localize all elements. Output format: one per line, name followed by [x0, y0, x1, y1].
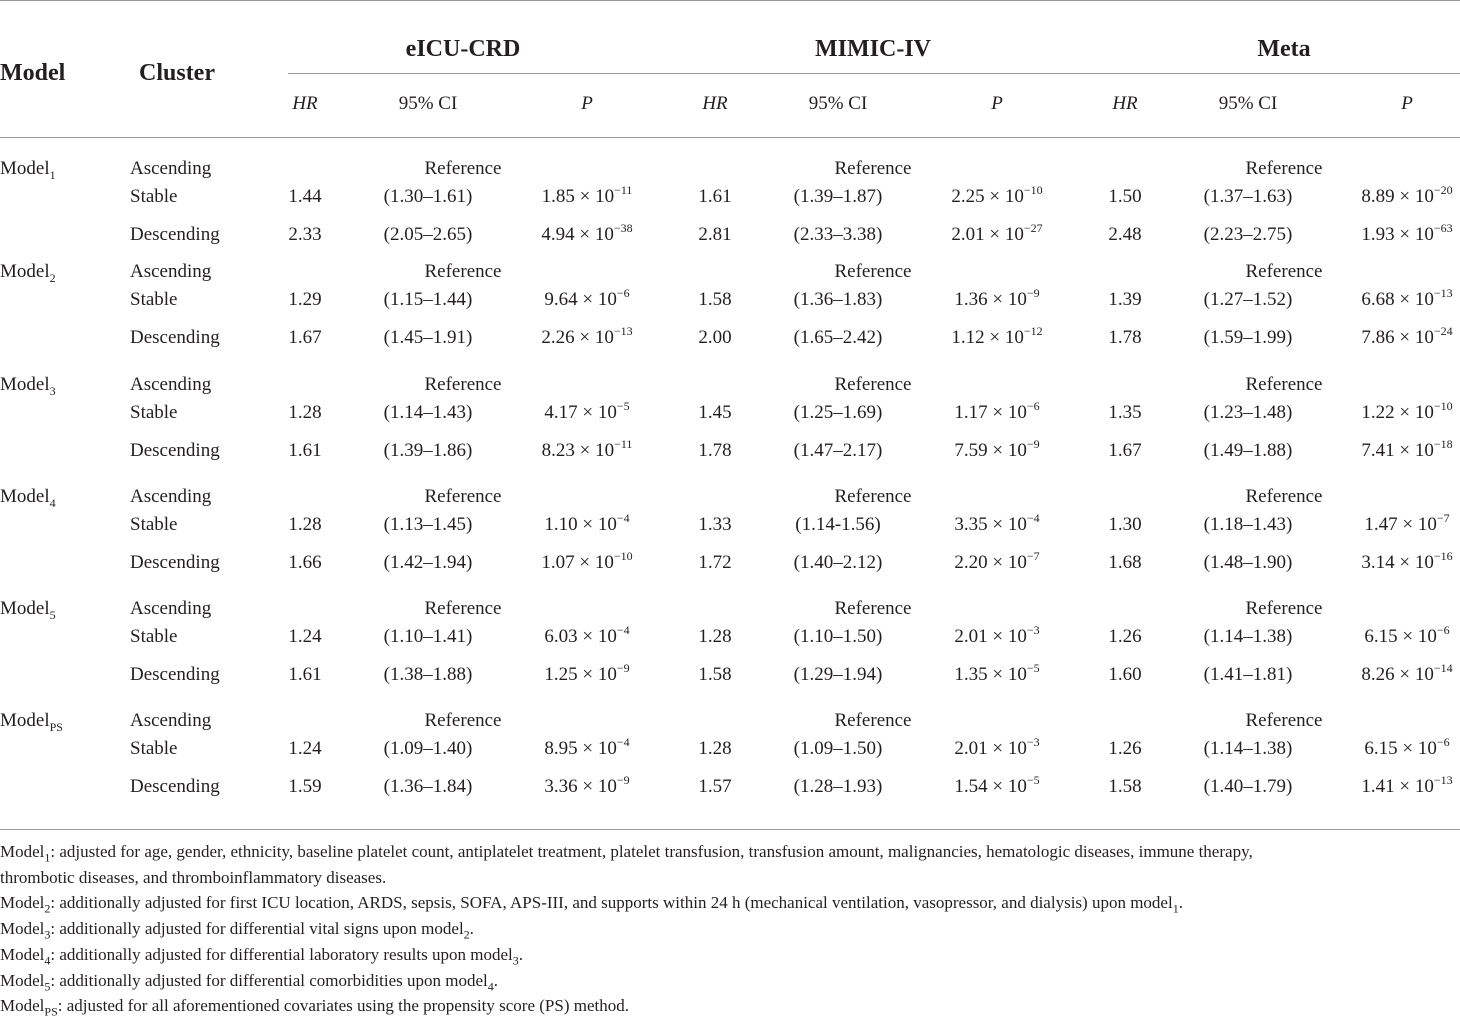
- cluster-label: Ascending: [130, 710, 212, 731]
- ci-value: (1.09–1.50): [793, 738, 883, 759]
- p-mantissa: 6.15 × 10: [1364, 626, 1437, 647]
- model-name: Model: [0, 261, 50, 282]
- ci-value: (2.33–3.38): [793, 224, 883, 245]
- p-exponent: −5: [616, 398, 630, 413]
- footnote-text: : additionally adjusted for differential comorbidities upon model: [50, 970, 488, 990]
- ci-value: (1.39–1.87): [793, 186, 883, 207]
- hr-value: 1.26: [1108, 626, 1142, 647]
- p-exponent: −63: [1433, 220, 1453, 235]
- ci-value: (1.10–1.50): [793, 626, 883, 647]
- p-exponent: −10: [613, 548, 633, 563]
- footnote-subscript: 1: [1172, 901, 1179, 916]
- footnote-text: : adjusted for age, gender, ethnicity, baseline platelet count, antiplatelet treatment, platelet transfusion, transfusion amount, malignancies, hematologic diseases, immune therapy,: [50, 842, 1253, 861]
- footnote-text: : additionally adjusted for differential vital signs upon model: [50, 919, 464, 939]
- p-mantissa: 2.20 × 10: [954, 552, 1027, 573]
- p-exponent: −9: [1026, 285, 1040, 300]
- p-exponent: −12: [1023, 323, 1043, 338]
- model-subscript: 4: [49, 495, 56, 510]
- model-label: [0, 710, 63, 732]
- p-mantissa: 3.35 × 10: [954, 514, 1027, 535]
- footnote-text: .: [518, 944, 523, 964]
- p-exponent: −9: [616, 660, 630, 675]
- hr-value: 2.81: [698, 224, 732, 245]
- top-rule: [0, 0, 1460, 1]
- footnote-text: .: [469, 919, 474, 939]
- reference-label: Reference: [834, 486, 912, 507]
- p-exponent: −6: [1026, 398, 1040, 413]
- header-model: Model: [0, 60, 66, 86]
- p-exponent: −4: [1026, 510, 1040, 525]
- p-mantissa: 1.85 × 10: [541, 186, 615, 207]
- reference-label: Reference: [424, 598, 502, 619]
- subheader-p: P: [991, 93, 1003, 114]
- footnote-text: .: [493, 970, 498, 990]
- p-mantissa: 1.22 × 10: [1361, 402, 1434, 423]
- p-value: [541, 323, 633, 349]
- header-bottom-rule: [0, 137, 1460, 138]
- p-exponent: −7: [1026, 548, 1040, 563]
- hr-value: 1.24: [288, 626, 322, 647]
- hr-value: 1.67: [288, 327, 322, 348]
- p-value: [1364, 734, 1450, 760]
- p-mantissa: 1.10 × 10: [544, 514, 617, 535]
- p-mantissa: 7.41 × 10: [1361, 440, 1434, 461]
- hr-value: 1.60: [1108, 664, 1142, 685]
- subheader-p: P: [581, 93, 593, 114]
- model-subscript: 3: [49, 383, 56, 398]
- p-mantissa: 6.68 × 10: [1361, 289, 1434, 310]
- hr-value: 1.30: [1108, 514, 1142, 535]
- ci-value: (1.09–1.40): [383, 738, 473, 759]
- cluster-label: Stable: [130, 514, 178, 535]
- cluster-label: Ascending: [130, 158, 212, 179]
- cluster-label: Stable: [130, 738, 178, 759]
- cluster-label: Stable: [130, 402, 178, 423]
- ci-value: (2.23–2.75): [1203, 224, 1293, 245]
- model-name: Model: [0, 710, 50, 731]
- footnote-subscript: 2: [44, 901, 51, 916]
- subheader-ci: 95% CI: [1218, 93, 1278, 114]
- ci-value: (1.41–1.81): [1203, 664, 1293, 685]
- cluster-label: Stable: [130, 289, 178, 310]
- hr-value: 1.61: [288, 664, 322, 685]
- ci-value: (1.49–1.88): [1203, 440, 1293, 461]
- ci-value: (1.36–1.84): [383, 776, 473, 797]
- p-value: [1361, 398, 1453, 424]
- footnote-line: [0, 944, 523, 968]
- model-label: [0, 374, 56, 396]
- p-value: [951, 323, 1043, 349]
- p-mantissa: 1.07 × 10: [541, 552, 614, 573]
- ci-value: (1.25–1.69): [793, 402, 883, 423]
- cluster-label: Descending: [130, 552, 220, 573]
- footnote-text: .: [1178, 893, 1183, 913]
- cluster-label: Descending: [130, 776, 220, 797]
- model-subscript: PS: [49, 719, 63, 734]
- p-value: [951, 182, 1043, 208]
- hr-value: 1.28: [698, 626, 732, 647]
- reference-label: Reference: [1245, 598, 1323, 619]
- footnote-text: Model: [0, 944, 45, 964]
- p-exponent: −3: [1026, 622, 1040, 637]
- p-mantissa: 2.01 × 10: [954, 738, 1027, 759]
- footnote-subscript: 4: [487, 978, 494, 993]
- p-mantissa: 8.89 × 10: [1361, 186, 1434, 207]
- reference-label: Reference: [834, 710, 912, 731]
- hr-value: 1.66: [288, 552, 322, 573]
- footnote-line: [0, 996, 629, 1019]
- hr-value: 1.68: [1108, 552, 1142, 573]
- p-exponent: −6: [1436, 734, 1450, 749]
- header-group-mimic: MIMIC-IV: [815, 36, 931, 62]
- ci-value: (1.30–1.61): [383, 186, 473, 207]
- p-mantissa: 9.64 × 10: [544, 289, 617, 310]
- p-value: [954, 285, 1040, 311]
- ci-value: (1.40–1.79): [1203, 776, 1293, 797]
- p-exponent: −10: [1023, 182, 1043, 197]
- ci-value: (1.37–1.63): [1203, 186, 1293, 207]
- ci-value: (1.14–1.43): [383, 402, 473, 423]
- p-mantissa: 7.86 × 10: [1361, 327, 1434, 348]
- cluster-label: Ascending: [130, 374, 212, 395]
- p-exponent: −7: [1436, 510, 1450, 525]
- p-value: [544, 510, 630, 536]
- model-name: Model: [0, 158, 50, 179]
- cluster-label: Ascending: [130, 486, 212, 507]
- hr-value: 1.58: [698, 664, 732, 685]
- ci-value: (1.59–1.99): [1203, 327, 1293, 348]
- footnote-text: Model: [0, 970, 45, 990]
- p-exponent: −11: [614, 182, 633, 197]
- cluster-label: Descending: [130, 664, 220, 685]
- p-value: [954, 660, 1040, 686]
- p-value: [544, 772, 630, 798]
- p-exponent: −38: [613, 220, 633, 235]
- hr-value: 2.33: [288, 224, 322, 245]
- model-name: Model: [0, 598, 50, 619]
- hr-value: 1.29: [288, 289, 322, 310]
- hr-value: 1.50: [1108, 186, 1142, 207]
- hr-value: 1.78: [698, 440, 732, 461]
- hr-value: 1.28: [698, 738, 732, 759]
- p-value: [1364, 510, 1450, 536]
- p-exponent: −4: [616, 734, 630, 749]
- footnote-line: [0, 893, 1183, 916]
- p-value: [544, 734, 630, 760]
- hr-value: 1.24: [288, 738, 322, 759]
- footnote-subscript: 1: [44, 850, 51, 865]
- table-bottom-rule: [0, 829, 1460, 830]
- p-value: [541, 182, 633, 208]
- p-exponent: −10: [1433, 398, 1453, 413]
- ci-value: (1.38–1.88): [383, 664, 473, 685]
- p-mantissa: 8.26 × 10: [1361, 664, 1434, 685]
- ci-value: (1.14–1.38): [1203, 626, 1293, 647]
- model-subscript: 1: [49, 167, 56, 182]
- model-subscript: 2: [49, 270, 56, 285]
- ci-value: (1.10–1.41): [383, 626, 473, 647]
- p-mantissa: 4.17 × 10: [544, 402, 617, 423]
- footnote-text: Model: [0, 919, 45, 939]
- ci-value: (1.65–2.42): [793, 327, 883, 348]
- footnote-subscript: 4: [44, 953, 51, 968]
- hr-value: 1.78: [1108, 327, 1142, 348]
- footnote-text: : adjusted for all aforementioned covariates using the propensity score (PS) method.: [57, 996, 629, 1016]
- hr-value: 2.48: [1108, 224, 1142, 245]
- group-underline: [288, 73, 1460, 74]
- p-exponent: −9: [616, 772, 630, 787]
- ci-value: (1.18–1.43): [1203, 514, 1293, 535]
- hr-value: 1.72: [698, 552, 732, 573]
- ci-value: (1.36–1.83): [793, 289, 883, 310]
- p-exponent: −13: [1433, 285, 1453, 300]
- p-exponent: −11: [614, 436, 633, 451]
- p-value: [544, 285, 630, 311]
- hr-value: 1.45: [698, 402, 732, 423]
- p-value: [954, 772, 1040, 798]
- ci-value: (1.29–1.94): [793, 664, 883, 685]
- footnote-subscript: 5: [44, 978, 51, 993]
- hr-value: 1.28: [288, 402, 322, 423]
- footnote-subscript: 3: [44, 927, 51, 942]
- p-value: [1361, 323, 1453, 349]
- ci-value: (1.14-1.56): [795, 514, 881, 535]
- footnote-text: : additionally adjusted for first ICU location, ARDS, sepsis, SOFA, APS-III, and supports within 24 h (mechanical ventilation, vasopressor, and dialysis) upon model: [50, 893, 1173, 913]
- reference-label: Reference: [424, 158, 502, 179]
- p-exponent: −4: [616, 622, 630, 637]
- p-exponent: −13: [613, 323, 633, 338]
- hr-value: 1.58: [1108, 776, 1142, 797]
- ci-value: (1.47–2.17): [793, 440, 883, 461]
- reference-label: Reference: [1245, 374, 1323, 395]
- p-mantissa: 1.17 × 10: [954, 402, 1027, 423]
- hr-value: 1.35: [1108, 402, 1142, 423]
- p-value: [544, 660, 630, 686]
- p-exponent: −20: [1433, 182, 1453, 197]
- hr-value: 1.59: [288, 776, 322, 797]
- p-mantissa: 4.94 × 10: [541, 224, 614, 245]
- hr-value: 1.44: [288, 186, 322, 207]
- reference-label: Reference: [1245, 710, 1323, 731]
- ci-value: (1.48–1.90): [1203, 552, 1293, 573]
- p-mantissa: 8.95 × 10: [544, 738, 617, 759]
- p-value: [954, 622, 1040, 648]
- ci-value: (1.45–1.91): [383, 327, 473, 348]
- p-value: [541, 220, 633, 246]
- p-exponent: −16: [1433, 548, 1453, 563]
- p-mantissa: 6.03 × 10: [544, 626, 617, 647]
- ci-value: (1.42–1.94): [383, 552, 473, 573]
- ci-value: (1.14–1.38): [1203, 738, 1293, 759]
- subheader-ci: 95% CI: [808, 93, 868, 114]
- p-mantissa: 2.26 × 10: [541, 327, 614, 348]
- model-label: [0, 158, 56, 180]
- reference-label: Reference: [424, 261, 502, 282]
- p-value: [954, 436, 1040, 462]
- p-exponent: −24: [1433, 323, 1453, 338]
- header-group-meta: Meta: [1257, 36, 1311, 62]
- p-mantissa: 1.12 × 10: [951, 327, 1024, 348]
- model-subscript: 5: [49, 607, 56, 622]
- p-value: [544, 398, 630, 424]
- ci-value: (1.28–1.93): [793, 776, 883, 797]
- model-label: [0, 486, 56, 508]
- footnote-text: Model: [0, 893, 45, 913]
- reference-label: Reference: [834, 261, 912, 282]
- cluster-label: Descending: [130, 327, 220, 348]
- p-value: [1361, 660, 1453, 686]
- p-mantissa: 8.23 × 10: [541, 440, 615, 461]
- p-value: [541, 548, 633, 574]
- p-exponent: −4: [616, 510, 630, 525]
- cluster-label: Stable: [130, 186, 178, 207]
- p-exponent: −3: [1026, 734, 1040, 749]
- footnote-subscript: 2: [463, 927, 470, 942]
- p-value: [954, 510, 1040, 536]
- p-mantissa: 3.14 × 10: [1361, 552, 1434, 573]
- footnote-line: [0, 842, 1253, 865]
- p-exponent: −9: [1026, 436, 1040, 451]
- footnote-text: : additionally adjusted for differential laboratory results upon model: [50, 944, 513, 964]
- p-mantissa: 1.25 × 10: [544, 664, 617, 685]
- ci-value: (1.27–1.52): [1203, 289, 1293, 310]
- p-mantissa: 1.47 × 10: [1364, 514, 1437, 535]
- p-mantissa: 1.41 × 10: [1361, 776, 1434, 797]
- reference-label: Reference: [424, 710, 502, 731]
- p-mantissa: 2.01 × 10: [951, 224, 1024, 245]
- p-value: [954, 398, 1040, 424]
- p-value: [951, 220, 1043, 246]
- p-mantissa: 6.15 × 10: [1364, 738, 1437, 759]
- p-exponent: −13: [1433, 772, 1453, 787]
- p-mantissa: 1.54 × 10: [954, 776, 1027, 797]
- p-value: [1364, 622, 1450, 648]
- model-name: Model: [0, 486, 50, 507]
- ci-value: (1.13–1.45): [383, 514, 473, 535]
- hr-value: 1.67: [1108, 440, 1142, 461]
- p-value: [1361, 548, 1453, 574]
- hr-value: 1.57: [698, 776, 732, 797]
- reference-label: Reference: [424, 486, 502, 507]
- p-exponent: −27: [1023, 220, 1043, 235]
- hr-value: 1.61: [698, 186, 732, 207]
- hr-value: 2.00: [698, 327, 732, 348]
- p-exponent: −6: [616, 285, 630, 300]
- reference-label: Reference: [1245, 486, 1323, 507]
- p-mantissa: 7.59 × 10: [954, 440, 1027, 461]
- subheader-hr: HR: [702, 93, 728, 114]
- subheader-hr: HR: [1112, 93, 1138, 114]
- p-exponent: −5: [1026, 660, 1040, 675]
- p-mantissa: 1.36 × 10: [954, 289, 1027, 310]
- p-mantissa: 1.35 × 10: [954, 664, 1027, 685]
- p-value: [1361, 220, 1453, 246]
- hr-value: 1.58: [698, 289, 732, 310]
- footnote-text: thrombotic diseases, and thromboinflammatory diseases.: [0, 867, 387, 887]
- p-value: [544, 622, 630, 648]
- ci-value: (1.23–1.48): [1203, 402, 1293, 423]
- p-value: [1361, 182, 1453, 208]
- cluster-label: Ascending: [130, 598, 212, 619]
- subheader-hr: HR: [292, 93, 318, 114]
- p-value: [954, 734, 1040, 760]
- p-value: [541, 436, 633, 462]
- ci-value: (1.15–1.44): [383, 289, 473, 310]
- ci-value: (1.40–2.12): [793, 552, 883, 573]
- hr-value: 1.28: [288, 514, 322, 535]
- p-value: [1361, 436, 1453, 462]
- footnote-subscript: PS: [44, 1004, 58, 1019]
- p-exponent: −5: [1026, 772, 1040, 787]
- footnote-text: Model: [0, 996, 45, 1016]
- header-cluster: Cluster: [139, 60, 215, 86]
- reference-label: Reference: [424, 374, 502, 395]
- hr-value: 1.39: [1108, 289, 1142, 310]
- ci-value: (2.05–2.65): [383, 224, 473, 245]
- cluster-label: Descending: [130, 224, 220, 245]
- header-group-eicu: eICU-CRD: [405, 36, 521, 62]
- footnote-line: [0, 919, 474, 942]
- footnote-subscript: 3: [512, 953, 519, 968]
- footnote-line: [0, 971, 498, 991]
- model-label: [0, 598, 56, 620]
- footnote-line: [0, 868, 386, 888]
- p-mantissa: 2.25 × 10: [951, 186, 1024, 207]
- p-exponent: −6: [1436, 622, 1450, 637]
- reference-label: Reference: [834, 598, 912, 619]
- subheader-p: P: [1401, 93, 1413, 114]
- hr-value: 1.26: [1108, 738, 1142, 759]
- p-value: [1361, 285, 1453, 311]
- hr-value: 1.33: [698, 514, 732, 535]
- reference-label: Reference: [1245, 261, 1323, 282]
- cluster-label: Ascending: [130, 261, 212, 282]
- p-exponent: −18: [1433, 436, 1453, 451]
- hr-value: 1.61: [288, 440, 322, 461]
- p-mantissa: 1.93 × 10: [1361, 224, 1434, 245]
- subheader-ci: 95% CI: [398, 93, 458, 114]
- reference-label: Reference: [834, 374, 912, 395]
- model-label: [0, 261, 56, 283]
- cluster-label: Stable: [130, 626, 178, 647]
- reference-label: Reference: [1245, 158, 1323, 179]
- reference-label: Reference: [834, 158, 912, 179]
- model-name: Model: [0, 374, 50, 395]
- p-value: [1361, 772, 1453, 798]
- p-mantissa: 2.01 × 10: [954, 626, 1027, 647]
- p-exponent: −14: [1433, 660, 1453, 675]
- p-mantissa: 3.36 × 10: [544, 776, 617, 797]
- footnote-text: Model: [0, 842, 45, 861]
- ci-value: (1.39–1.86): [383, 440, 473, 461]
- p-value: [954, 548, 1040, 574]
- cluster-label: Descending: [130, 440, 220, 461]
